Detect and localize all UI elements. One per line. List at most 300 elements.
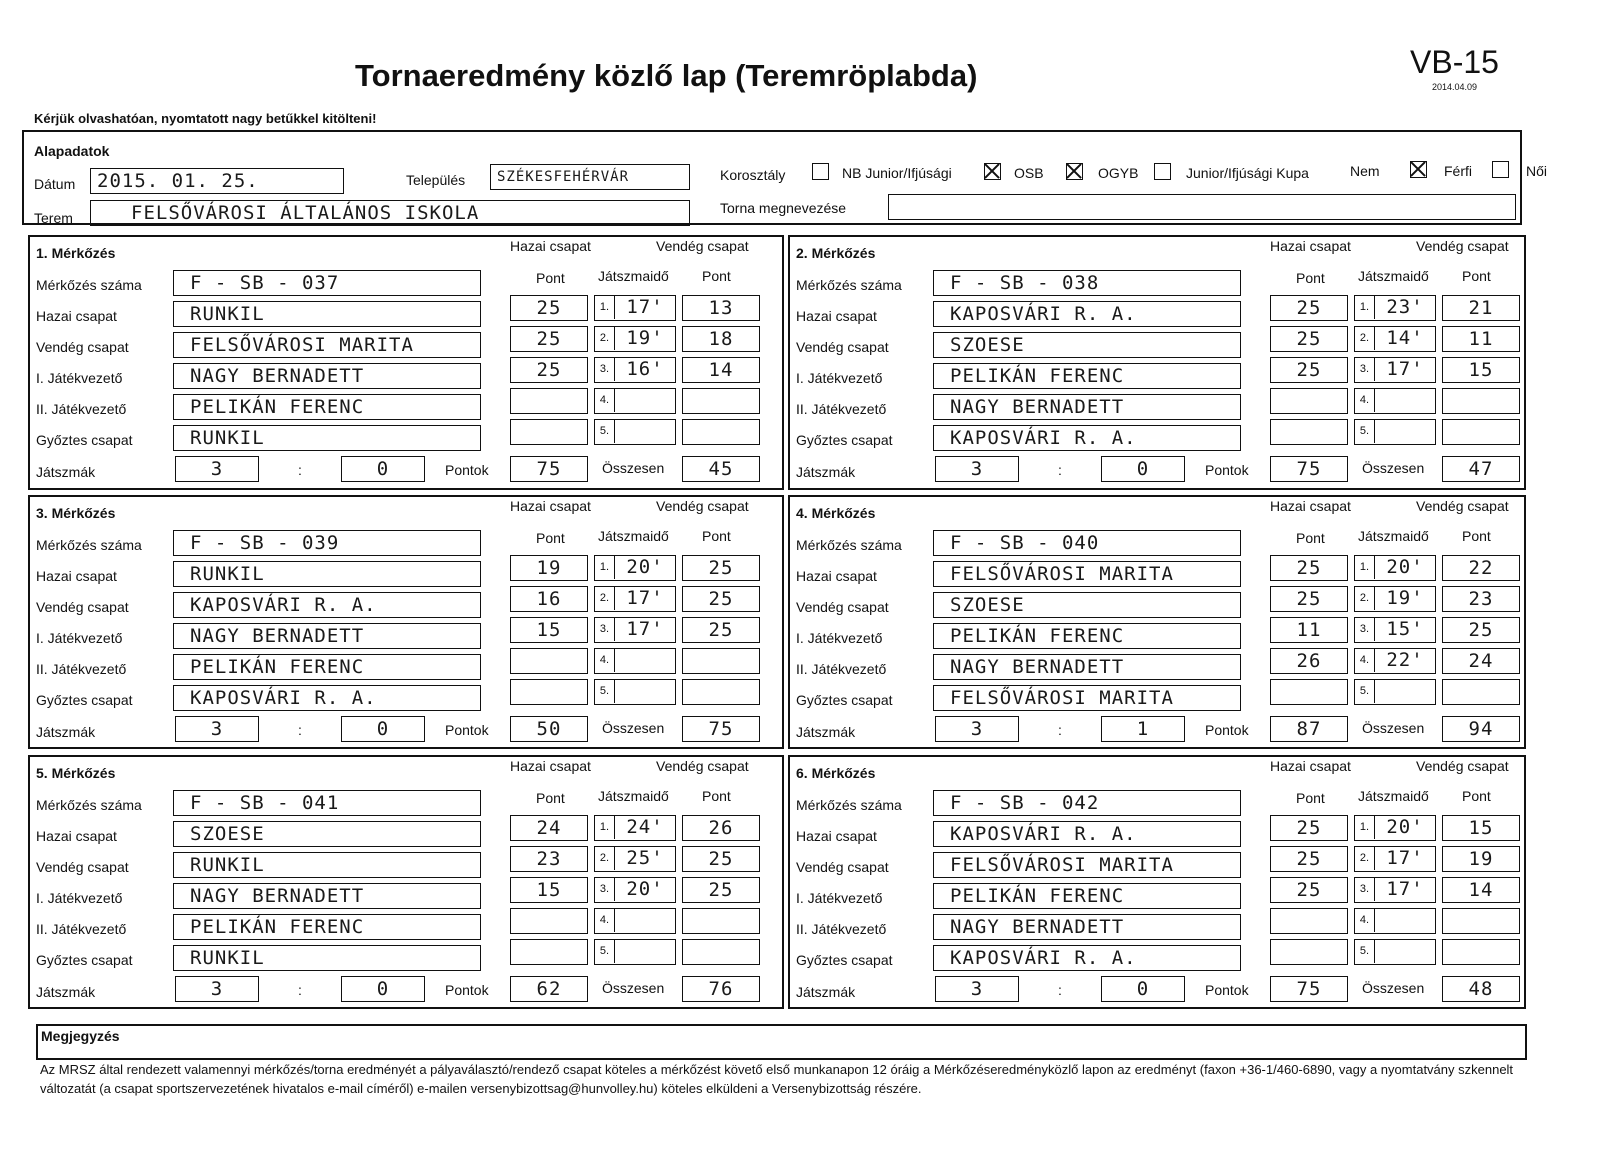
guest-team-label: Vendég csapat xyxy=(796,339,889,355)
set-home-points[interactable] xyxy=(1270,908,1348,934)
set-guest-points[interactable] xyxy=(1442,679,1520,705)
set-guest-points[interactable] xyxy=(1442,939,1520,965)
sets-home-field[interactable]: 3 xyxy=(935,456,1019,482)
set-time-box[interactable] xyxy=(594,877,676,903)
set-time-box[interactable] xyxy=(594,326,676,352)
referee-2-label: II. Játékvezető xyxy=(36,921,127,937)
set-number: 3. xyxy=(1355,618,1375,641)
set-time-box[interactable] xyxy=(594,357,676,383)
referee-2-field[interactable]: PELIKÁN FERENC xyxy=(173,914,481,940)
set-time-value: 25' xyxy=(626,847,664,869)
set-number: 4. xyxy=(595,909,615,932)
set-time-value: 19' xyxy=(626,327,664,349)
home-team-label: Hazai csapat xyxy=(796,828,877,844)
set-time-box[interactable] xyxy=(594,815,676,841)
set-time-box[interactable] xyxy=(1354,388,1436,414)
guest-team-label: Vendég csapat xyxy=(796,599,889,615)
set-guest-points[interactable]: 23 xyxy=(1442,586,1520,612)
form-code: VB-15 xyxy=(1410,44,1499,80)
set-guest-points[interactable] xyxy=(1442,388,1520,414)
set-number: 4. xyxy=(1355,389,1375,412)
home-team-field[interactable]: SZOESE xyxy=(173,821,481,847)
guest-team-heading: Vendég csapat xyxy=(656,498,749,514)
sets-guest-field[interactable]: 0 xyxy=(1101,456,1185,482)
set-time-heading: Játszmaidő xyxy=(598,528,669,544)
nb-junior-label: NB Junior/Ifjúsági xyxy=(842,165,952,181)
total-label: Összesen xyxy=(602,460,665,476)
town-label: Település xyxy=(406,172,466,188)
set-time-value: 20' xyxy=(626,556,664,578)
set-time-box[interactable] xyxy=(1354,679,1436,705)
set-time-box[interactable] xyxy=(1354,555,1436,581)
points-label: Pontok xyxy=(1205,982,1249,998)
female-checkbox[interactable] xyxy=(1492,161,1509,178)
set-time-box[interactable] xyxy=(594,908,676,934)
set-number: 1. xyxy=(1355,556,1375,579)
referee-2-field[interactable]: NAGY BERNADETT xyxy=(933,914,1241,940)
referee-2-label: II. Játékvezető xyxy=(796,921,887,937)
match-title: 2. Mérkőzés xyxy=(796,245,876,261)
set-number: 2. xyxy=(1355,587,1375,610)
guest-team-field[interactable]: FELSŐVÁROSI MARITA xyxy=(173,332,481,358)
points-label: Pontok xyxy=(445,462,489,478)
total-home-points[interactable]: 75 xyxy=(1270,976,1348,1002)
set-home-points[interactable] xyxy=(1270,419,1348,445)
match-number-label: Mérkőzés száma xyxy=(36,797,142,813)
set-home-points[interactable] xyxy=(510,388,588,414)
set-home-points[interactable]: 19 xyxy=(510,555,588,581)
set-time-box[interactable] xyxy=(1354,617,1436,643)
home-team-label: Hazai csapat xyxy=(796,568,877,584)
nb-junior-checkbox[interactable] xyxy=(812,163,829,180)
set-time-heading: Játszmaidő xyxy=(1358,528,1429,544)
set-time-value: 17' xyxy=(1386,358,1424,380)
guest-team-field[interactable]: RUNKIL xyxy=(173,852,481,878)
basic-data-heading: Alapadatok xyxy=(34,143,110,159)
set-home-points[interactable]: 16 xyxy=(510,586,588,612)
set-number: 1. xyxy=(1355,816,1375,839)
set-guest-points[interactable]: 11 xyxy=(1442,326,1520,352)
set-time-box[interactable] xyxy=(594,586,676,612)
home-team-field[interactable]: KAPOSVÁRI R. A. xyxy=(933,301,1241,327)
set-number: 1. xyxy=(595,816,615,839)
referee-1-label: I. Játékvezető xyxy=(36,630,123,646)
guest-points-heading: Pont xyxy=(1462,528,1491,544)
room-label: Terem xyxy=(34,210,73,226)
guest-team-field[interactable]: KAPOSVÁRI R. A. xyxy=(173,592,481,618)
home-team-label: Hazai csapat xyxy=(796,308,877,324)
set-time-value: 24' xyxy=(626,816,664,838)
sets-home-field[interactable]: 3 xyxy=(175,456,259,482)
set-time-heading: Játszmaidő xyxy=(1358,268,1429,284)
set-guest-points[interactable]: 25 xyxy=(1442,617,1520,643)
set-time-box[interactable] xyxy=(594,939,676,965)
match-title: 1. Mérkőzés xyxy=(36,245,116,261)
set-time-heading: Játszmaidő xyxy=(1358,788,1429,804)
set-time-box[interactable] xyxy=(594,419,676,445)
referee-1-field[interactable]: PELIKÁN FERENC xyxy=(933,883,1241,909)
home-team-field[interactable]: KAPOSVÁRI R. A. xyxy=(933,821,1241,847)
set-time-box[interactable] xyxy=(594,555,676,581)
set-time-value: 20' xyxy=(626,878,664,900)
total-guest-points[interactable]: 48 xyxy=(1442,976,1520,1002)
set-time-value: 17' xyxy=(1386,847,1424,869)
referee-1-field[interactable]: NAGY BERNADETT xyxy=(173,883,481,909)
set-guest-points[interactable] xyxy=(1442,419,1520,445)
match-number-field[interactable]: F - SB - 041 xyxy=(173,790,481,816)
set-guest-points[interactable] xyxy=(682,939,760,965)
female-label: Női xyxy=(1526,163,1548,179)
sets-colon: : xyxy=(1058,722,1062,738)
set-number: 4. xyxy=(595,389,615,412)
referee-2-label: II. Játékvezető xyxy=(796,661,887,677)
winner-team-field[interactable]: KAPOSVÁRI R. A. xyxy=(173,685,481,711)
total-guest-points[interactable]: 47 xyxy=(1442,456,1520,482)
set-guest-points[interactable]: 25 xyxy=(682,877,760,903)
set-home-points[interactable]: 11 xyxy=(1270,617,1348,643)
home-points-heading: Pont xyxy=(1296,790,1325,806)
set-time-box[interactable] xyxy=(594,648,676,674)
winner-team-field[interactable]: KAPOSVÁRI R. A. xyxy=(933,425,1241,451)
winner-team-label: Győztes csapat xyxy=(796,692,893,708)
sets-guest-field[interactable]: 0 xyxy=(341,456,425,482)
home-team-label: Hazai csapat xyxy=(36,308,117,324)
set-home-points[interactable]: 25 xyxy=(1270,555,1348,581)
set-number: 3. xyxy=(595,878,615,901)
total-home-points[interactable]: 87 xyxy=(1270,716,1348,742)
winner-team-label: Győztes csapat xyxy=(36,692,133,708)
set-number: 1. xyxy=(595,296,615,319)
winner-team-field[interactable]: KAPOSVÁRI R. A. xyxy=(933,945,1241,971)
sets-home-field[interactable]: 3 xyxy=(935,976,1019,1002)
set-home-points[interactable]: 25 xyxy=(1270,586,1348,612)
set-time-box[interactable] xyxy=(1354,357,1436,383)
guest-team-field[interactable]: FELSŐVÁROSI MARITA xyxy=(933,852,1241,878)
set-home-points[interactable] xyxy=(1270,388,1348,414)
sets-colon: : xyxy=(298,722,302,738)
set-time-box[interactable] xyxy=(1354,877,1436,903)
match-number-label: Mérkőzés száma xyxy=(36,537,142,553)
set-time-box[interactable] xyxy=(1354,586,1436,612)
junior-cup-checkbox[interactable] xyxy=(1154,163,1171,180)
sets-home-field[interactable]: 3 xyxy=(935,716,1019,742)
set-time-box[interactable] xyxy=(1354,939,1436,965)
guest-team-label: Vendég csapat xyxy=(796,859,889,875)
tournament-name-field[interactable] xyxy=(888,194,1516,220)
set-guest-points[interactable]: 25 xyxy=(682,555,760,581)
sets-label: Játszmák xyxy=(796,724,856,740)
set-time-box[interactable] xyxy=(1354,908,1436,934)
guest-points-heading: Pont xyxy=(1462,268,1491,284)
set-guest-points[interactable]: 18 xyxy=(682,326,760,352)
set-time-box[interactable] xyxy=(1354,846,1436,872)
referee-2-label: II. Játékvezető xyxy=(36,661,127,677)
match-number-field[interactable]: F - SB - 037 xyxy=(173,270,481,296)
set-number: 3. xyxy=(595,358,615,381)
home-points-heading: Pont xyxy=(1296,270,1325,286)
home-team-field[interactable]: FELSŐVÁROSI MARITA xyxy=(933,561,1241,587)
set-home-points[interactable] xyxy=(1270,939,1348,965)
home-team-field[interactable]: RUNKIL xyxy=(173,301,481,327)
set-number: 5. xyxy=(595,680,615,703)
set-number: 1. xyxy=(1355,296,1375,319)
set-home-points[interactable]: 23 xyxy=(510,846,588,872)
room-field[interactable]: FELSŐVÁROSI ÁLTALÁNOS ISKOLA xyxy=(90,200,690,226)
referee-1-label: I. Játékvezető xyxy=(796,370,883,386)
total-home-points[interactable]: 62 xyxy=(510,976,588,1002)
referee-1-field[interactable]: NAGY BERNADETT xyxy=(173,623,481,649)
age-group-label: Korosztály xyxy=(720,167,786,183)
set-home-points[interactable]: 25 xyxy=(510,357,588,383)
sets-guest-field[interactable]: 1 xyxy=(1101,716,1185,742)
set-guest-points[interactable]: 22 xyxy=(1442,555,1520,581)
winner-team-field[interactable]: FELSŐVÁROSI MARITA xyxy=(933,685,1241,711)
date-field[interactable]: 2015. 01. 25. xyxy=(90,168,344,194)
set-number: 2. xyxy=(1355,847,1375,870)
set-number: 5. xyxy=(1355,680,1375,703)
guest-team-heading: Vendég csapat xyxy=(656,758,749,774)
referee-2-label: II. Játékvezető xyxy=(36,401,127,417)
total-guest-points[interactable]: 75 xyxy=(682,716,760,742)
set-guest-points[interactable]: 13 xyxy=(682,295,760,321)
date-label: Dátum xyxy=(34,176,76,192)
set-time-box[interactable] xyxy=(594,846,676,872)
points-label: Pontok xyxy=(445,982,489,998)
guest-team-label: Vendég csapat xyxy=(36,339,129,355)
sets-guest-field[interactable]: 0 xyxy=(341,976,425,1002)
match-number-label: Mérkőzés száma xyxy=(796,537,902,553)
set-guest-points[interactable] xyxy=(682,908,760,934)
set-guest-points[interactable]: 25 xyxy=(682,586,760,612)
home-points-heading: Pont xyxy=(536,270,565,286)
set-number: 4. xyxy=(1355,649,1375,672)
set-time-box[interactable] xyxy=(1354,419,1436,445)
set-guest-points[interactable]: 24 xyxy=(1442,648,1520,674)
guest-points-heading: Pont xyxy=(702,268,731,284)
sets-colon: : xyxy=(1058,982,1062,998)
set-number: 2. xyxy=(595,327,615,350)
home-points-heading: Pont xyxy=(1296,530,1325,546)
set-number: 4. xyxy=(595,649,615,672)
winner-team-label: Győztes csapat xyxy=(796,432,893,448)
set-home-points[interactable]: 15 xyxy=(510,617,588,643)
set-time-box[interactable] xyxy=(1354,295,1436,321)
set-time-value: 20' xyxy=(1386,556,1424,578)
junior-cup-label: Junior/Ifjúsági Kupa xyxy=(1186,165,1309,181)
guest-team-label: Vendég csapat xyxy=(36,599,129,615)
home-team-heading: Hazai csapat xyxy=(510,238,591,254)
set-home-points[interactable]: 15 xyxy=(510,877,588,903)
winner-team-label: Győztes csapat xyxy=(36,432,133,448)
total-home-points[interactable]: 75 xyxy=(1270,456,1348,482)
sets-guest-field[interactable]: 0 xyxy=(1101,976,1185,1002)
set-time-value: 17' xyxy=(626,296,664,318)
set-home-points[interactable]: 24 xyxy=(510,815,588,841)
winner-team-label: Győztes csapat xyxy=(796,952,893,968)
set-time-box[interactable] xyxy=(594,295,676,321)
referee-1-label: I. Játékvezető xyxy=(796,630,883,646)
home-team-label: Hazai csapat xyxy=(36,828,117,844)
sets-home-field[interactable]: 3 xyxy=(175,716,259,742)
referee-1-field[interactable]: NAGY BERNADETT xyxy=(173,363,481,389)
total-home-points[interactable]: 75 xyxy=(510,456,588,482)
referee-2-field[interactable]: NAGY BERNADETT xyxy=(933,394,1241,420)
set-number: 1. xyxy=(595,556,615,579)
match-number-label: Mérkőzés száma xyxy=(36,277,142,293)
set-home-points[interactable]: 25 xyxy=(510,326,588,352)
set-home-points[interactable] xyxy=(510,648,588,674)
guest-team-heading: Vendég csapat xyxy=(1416,238,1509,254)
set-time-value: 15' xyxy=(1386,618,1424,640)
gender-label: Nem xyxy=(1350,163,1380,179)
home-team-label: Hazai csapat xyxy=(36,568,117,584)
set-home-points[interactable] xyxy=(510,419,588,445)
guest-team-label: Vendég csapat xyxy=(36,859,129,875)
match-number-label: Mérkőzés száma xyxy=(796,277,902,293)
guest-points-heading: Pont xyxy=(702,528,731,544)
home-points-heading: Pont xyxy=(536,790,565,806)
remarks-section xyxy=(36,1024,1527,1060)
referee-1-field[interactable]: PELIKÁN FERENC xyxy=(933,623,1241,649)
fill-instruction: Kérjük olvashatóan, nyomtatott nagy betűkkel kitölteni! xyxy=(34,111,377,126)
set-number: 5. xyxy=(595,420,615,443)
total-guest-points[interactable]: 76 xyxy=(682,976,760,1002)
referee-2-field[interactable]: NAGY BERNADETT xyxy=(933,654,1241,680)
set-home-points[interactable] xyxy=(1270,679,1348,705)
referee-1-label: I. Játékvezető xyxy=(36,890,123,906)
osb-checkbox[interactable] xyxy=(984,163,1001,180)
set-home-points[interactable]: 25 xyxy=(1270,815,1348,841)
referee-1-field[interactable]: PELIKÁN FERENC xyxy=(933,363,1241,389)
set-guest-points[interactable] xyxy=(682,388,760,414)
set-guest-points[interactable]: 19 xyxy=(1442,846,1520,872)
set-guest-points[interactable]: 14 xyxy=(1442,877,1520,903)
set-time-value: 22' xyxy=(1386,649,1424,671)
referee-2-field[interactable]: PELIKÁN FERENC xyxy=(173,654,481,680)
home-team-heading: Hazai csapat xyxy=(510,758,591,774)
winner-team-field[interactable]: RUNKIL xyxy=(173,425,481,451)
set-guest-points[interactable]: 25 xyxy=(682,617,760,643)
points-label: Pontok xyxy=(1205,462,1249,478)
sets-colon: : xyxy=(298,462,302,478)
set-home-points[interactable]: 25 xyxy=(510,295,588,321)
set-time-value: 20' xyxy=(1386,816,1424,838)
ogyb-label: OGYB xyxy=(1098,165,1139,181)
set-number: 3. xyxy=(1355,358,1375,381)
sets-home-field[interactable]: 3 xyxy=(175,976,259,1002)
set-number: 5. xyxy=(595,940,615,963)
set-time-value: 17' xyxy=(1386,878,1424,900)
set-number: 3. xyxy=(1355,878,1375,901)
match-number-field[interactable]: F - SB - 038 xyxy=(933,270,1241,296)
total-label: Összesen xyxy=(1362,980,1425,996)
set-guest-points[interactable]: 15 xyxy=(1442,815,1520,841)
set-guest-points[interactable]: 25 xyxy=(682,846,760,872)
set-time-value: 23' xyxy=(1386,296,1424,318)
guest-team-heading: Vendég csapat xyxy=(656,238,749,254)
match-number-field[interactable]: F - SB - 039 xyxy=(173,530,481,556)
referee-2-field[interactable]: PELIKÁN FERENC xyxy=(173,394,481,420)
set-home-points[interactable]: 25 xyxy=(1270,357,1348,383)
set-time-box[interactable] xyxy=(594,679,676,705)
set-guest-points[interactable]: 14 xyxy=(682,357,760,383)
form-date: 2014.04.09 xyxy=(1432,82,1478,92)
home-team-heading: Hazai csapat xyxy=(1270,498,1351,514)
set-home-points[interactable] xyxy=(510,939,588,965)
home-team-heading: Hazai csapat xyxy=(1270,238,1351,254)
set-number: 2. xyxy=(1355,327,1375,350)
page-title: Tornaeredmény közlő lap (Teremröplabda) xyxy=(355,58,978,93)
home-team-heading: Hazai csapat xyxy=(510,498,591,514)
set-guest-points[interactable] xyxy=(1442,908,1520,934)
set-number: 2. xyxy=(595,587,615,610)
home-team-field[interactable]: RUNKIL xyxy=(173,561,481,587)
set-home-points[interactable] xyxy=(510,679,588,705)
match-title: 5. Mérkőzés xyxy=(36,765,116,781)
set-time-box[interactable] xyxy=(1354,815,1436,841)
set-time-box[interactable] xyxy=(1354,648,1436,674)
town-field[interactable]: SZÉKESFEHÉRVÁR xyxy=(490,164,690,190)
set-home-points[interactable] xyxy=(510,908,588,934)
total-guest-points[interactable]: 94 xyxy=(1442,716,1520,742)
referee-2-label: II. Játékvezető xyxy=(796,401,887,417)
total-guest-points[interactable]: 45 xyxy=(682,456,760,482)
set-home-points[interactable]: 26 xyxy=(1270,648,1348,674)
set-guest-points[interactable] xyxy=(682,419,760,445)
remarks-label: Megjegyzés xyxy=(41,1028,120,1044)
set-time-value: 17' xyxy=(626,618,664,640)
sets-guest-field[interactable]: 0 xyxy=(341,716,425,742)
match-number-field[interactable]: F - SB - 042 xyxy=(933,790,1241,816)
set-guest-points[interactable]: 26 xyxy=(682,815,760,841)
set-time-box[interactable] xyxy=(594,617,676,643)
set-time-box[interactable] xyxy=(1354,326,1436,352)
guest-team-field[interactable]: SZOESE xyxy=(933,332,1241,358)
sets-label: Játszmák xyxy=(796,984,856,1000)
male-checkbox[interactable] xyxy=(1410,161,1427,178)
set-guest-points[interactable] xyxy=(682,648,760,674)
set-guest-points[interactable]: 15 xyxy=(1442,357,1520,383)
total-label: Összesen xyxy=(602,980,665,996)
set-home-points[interactable]: 25 xyxy=(1270,846,1348,872)
guest-points-heading: Pont xyxy=(702,788,731,804)
set-time-box[interactable] xyxy=(594,388,676,414)
match-number-label: Mérkőzés száma xyxy=(796,797,902,813)
total-home-points[interactable]: 50 xyxy=(510,716,588,742)
set-number: 4. xyxy=(1355,909,1375,932)
set-home-points[interactable]: 25 xyxy=(1270,877,1348,903)
sets-colon: : xyxy=(1058,462,1062,478)
set-home-points[interactable]: 25 xyxy=(1270,326,1348,352)
set-guest-points[interactable]: 21 xyxy=(1442,295,1520,321)
set-time-heading: Játszmaidő xyxy=(598,268,669,284)
sets-label: Játszmák xyxy=(796,464,856,480)
set-guest-points[interactable] xyxy=(682,679,760,705)
sets-label: Játszmák xyxy=(36,464,96,480)
set-time-value: 17' xyxy=(626,587,664,609)
match-number-field[interactable]: F - SB - 040 xyxy=(933,530,1241,556)
set-time-value: 14' xyxy=(1386,327,1424,349)
total-label: Összesen xyxy=(1362,720,1425,736)
guest-team-field[interactable]: SZOESE xyxy=(933,592,1241,618)
sets-label: Játszmák xyxy=(36,724,96,740)
set-time-value: 16' xyxy=(626,358,664,380)
referee-1-label: I. Játékvezető xyxy=(796,890,883,906)
set-home-points[interactable]: 25 xyxy=(1270,295,1348,321)
ogyb-checkbox[interactable] xyxy=(1066,163,1083,180)
winner-team-field[interactable]: RUNKIL xyxy=(173,945,481,971)
points-label: Pontok xyxy=(1205,722,1249,738)
